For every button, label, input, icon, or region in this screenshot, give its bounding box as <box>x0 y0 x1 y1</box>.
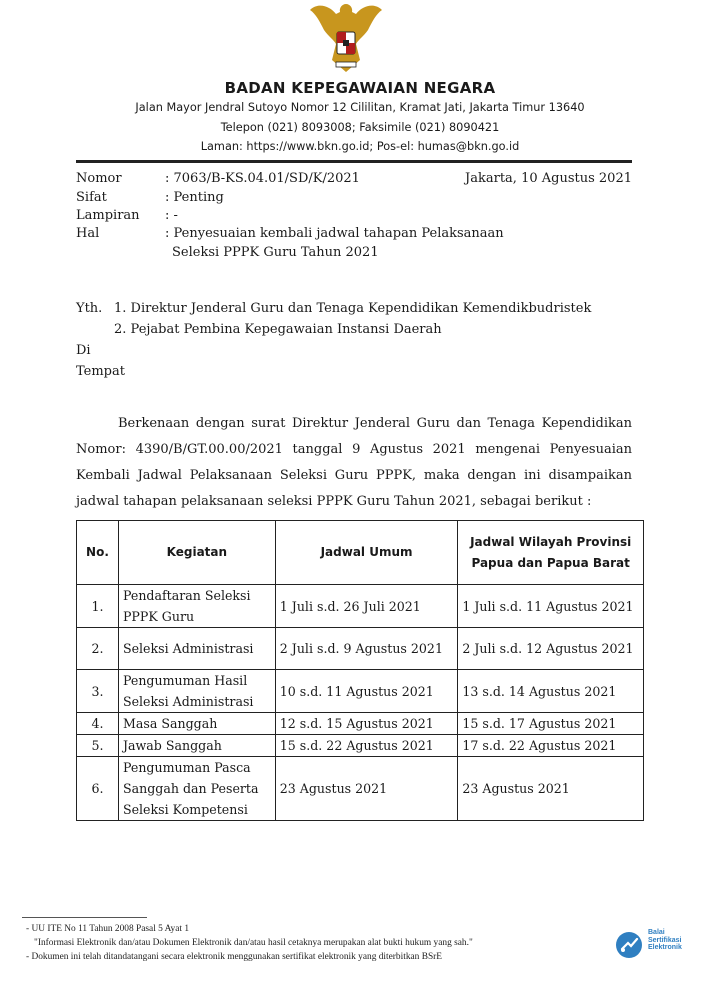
cell-jadwal-papua: 13 s.d. 14 Agustus 2021 <box>458 670 644 713</box>
di-label: Di <box>76 343 91 358</box>
table-row <box>77 585 644 628</box>
cell-jadwal-umum: 15 s.d. 22 Agustus 2021 <box>275 735 458 757</box>
footer-line-2: "Informasi Elektronik dan/atau Dokumen Elektronik dan/atau hasil cetaknya merupakan alat bukti hukum yang sah." <box>34 938 473 948</box>
header-jadwal-papua: Jadwal Wilayah Provinsi Papua dan Papua Barat <box>458 521 644 585</box>
table-row <box>77 735 644 757</box>
header-divider <box>76 160 632 163</box>
header-jadwal-umum: Jadwal Umum <box>275 521 458 585</box>
header-no: No. <box>77 521 119 585</box>
garuda-emblem-icon <box>306 0 386 74</box>
cell-jadwal-umum: 23 Agustus 2021 <box>275 757 458 821</box>
hal-label: Hal <box>76 226 100 241</box>
sifat-label: Sifat <box>76 190 107 205</box>
hal-value-line2: Seleksi PPPK Guru Tahun 2021 <box>172 245 379 260</box>
cell-kegiatan: Seleksi Administrasi <box>118 628 275 670</box>
org-name: BADAN KEPEGAWAIAN NEGARA <box>224 79 496 97</box>
cell-jadwal-umum: 10 s.d. 11 Agustus 2021 <box>275 670 458 713</box>
cell-no: 5. <box>77 735 119 757</box>
org-phone: Telepon (021) 8093008; Faksimile (021) 8090421 <box>220 121 500 134</box>
cell-jadwal-umum: 1 Juli s.d. 26 Juli 2021 <box>275 585 458 628</box>
cell-no: 3. <box>77 670 119 713</box>
cell-no: 1. <box>77 585 119 628</box>
footer-line-3: - Dokumen ini telah ditandatangani secara elektronik menggunakan sertifikat elektronik yang diterbitkan BSrE <box>26 952 443 962</box>
sifat-value: : Penting <box>165 190 224 205</box>
bsre-label-1: Balai <box>648 929 665 936</box>
cell-no: 4. <box>77 713 119 735</box>
table-row <box>77 757 644 821</box>
cell-jadwal-papua: 17 s.d. 22 Agustus 2021 <box>458 735 644 757</box>
cell-kegiatan: Pendaftaran Seleksi PPPK Guru <box>118 585 275 628</box>
letter-date: Jakarta, 10 Agustus 2021 <box>465 171 632 186</box>
header-kegiatan: Kegiatan <box>118 521 275 585</box>
recipient-2: 2. Pejabat Pembina Kepegawaian Instansi Daerah <box>114 322 442 337</box>
bsre-label-3: Elektronik <box>648 944 682 951</box>
lampiran-label: Lampiran <box>76 208 140 223</box>
body-text: Berkenaan dengan surat Direktur Jenderal Guru dan Tenaga Kependidikan Nomor: 4390/B/GT.00.00/2021 tanggal 9 Agustus 2021 mengenai Penyesuaian Kembali Jadwal Pelaksanaan Seleksi Guru PPPK, maka dengan ini disampaikan jadwal tahapan pelaksanaan seleksi PPPK Guru Tahun 2021, sebagai berikut : <box>76 416 632 509</box>
schedule-table <box>76 520 644 821</box>
footer-divider <box>22 917 147 918</box>
table-header-row <box>77 521 644 585</box>
cell-kegiatan: Jawab Sanggah <box>118 735 275 757</box>
cell-jadwal-umum: 12 s.d. 15 Agustus 2021 <box>275 713 458 735</box>
org-web: Laman: https://www.bkn.go.id; Pos-el: humas@bkn.go.id <box>200 140 520 153</box>
table-row <box>77 713 644 735</box>
bsre-logo-icon <box>614 930 644 960</box>
table-row <box>77 628 644 670</box>
recipient-1: 1. Direktur Jenderal Guru dan Tenaga Kependidikan Kemendikbudristek <box>114 301 592 316</box>
body-paragraph <box>76 411 632 515</box>
tempat-label: Tempat <box>76 364 125 379</box>
cell-jadwal-papua: 23 Agustus 2021 <box>458 757 644 821</box>
cell-kegiatan: Pengumuman Hasil Seleksi Administrasi <box>118 670 275 713</box>
bsre-label <box>648 929 682 952</box>
footer-line-1: - UU ITE No 11 Tahun 2008 Pasal 5 Ayat 1 <box>26 924 190 934</box>
cell-jadwal-papua: 1 Juli s.d. 11 Agustus 2021 <box>458 585 644 628</box>
nomor-value: : 7063/B-KS.04.01/SD/K/2021 <box>165 171 360 186</box>
hal-value-line1: : Penyesuaian kembali jadwal tahapan Pelaksanaan <box>165 226 504 241</box>
cell-kegiatan: Masa Sanggah <box>118 713 275 735</box>
cell-kegiatan: Pengumuman Pasca Sanggah dan Peserta Seleksi Kompetensi <box>118 757 275 821</box>
cell-jadwal-umum: 2 Juli s.d. 9 Agustus 2021 <box>275 628 458 670</box>
cell-no: 2. <box>77 628 119 670</box>
org-address: Jalan Mayor Jendral Sutoyo Nomor 12 Cililitan, Kramat Jati, Jakarta Timur 13640 <box>135 101 585 114</box>
table-row <box>77 670 644 713</box>
bsre-label-2: Sertifikasi <box>648 936 682 944</box>
cell-jadwal-papua: 15 s.d. 17 Agustus 2021 <box>458 713 644 735</box>
cell-jadwal-papua: 2 Juli s.d. 12 Agustus 2021 <box>458 628 644 670</box>
lampiran-value: : - <box>165 208 178 223</box>
nomor-label: Nomor <box>76 171 122 186</box>
yth-label: Yth. <box>76 301 103 316</box>
cell-no: 6. <box>77 757 119 821</box>
